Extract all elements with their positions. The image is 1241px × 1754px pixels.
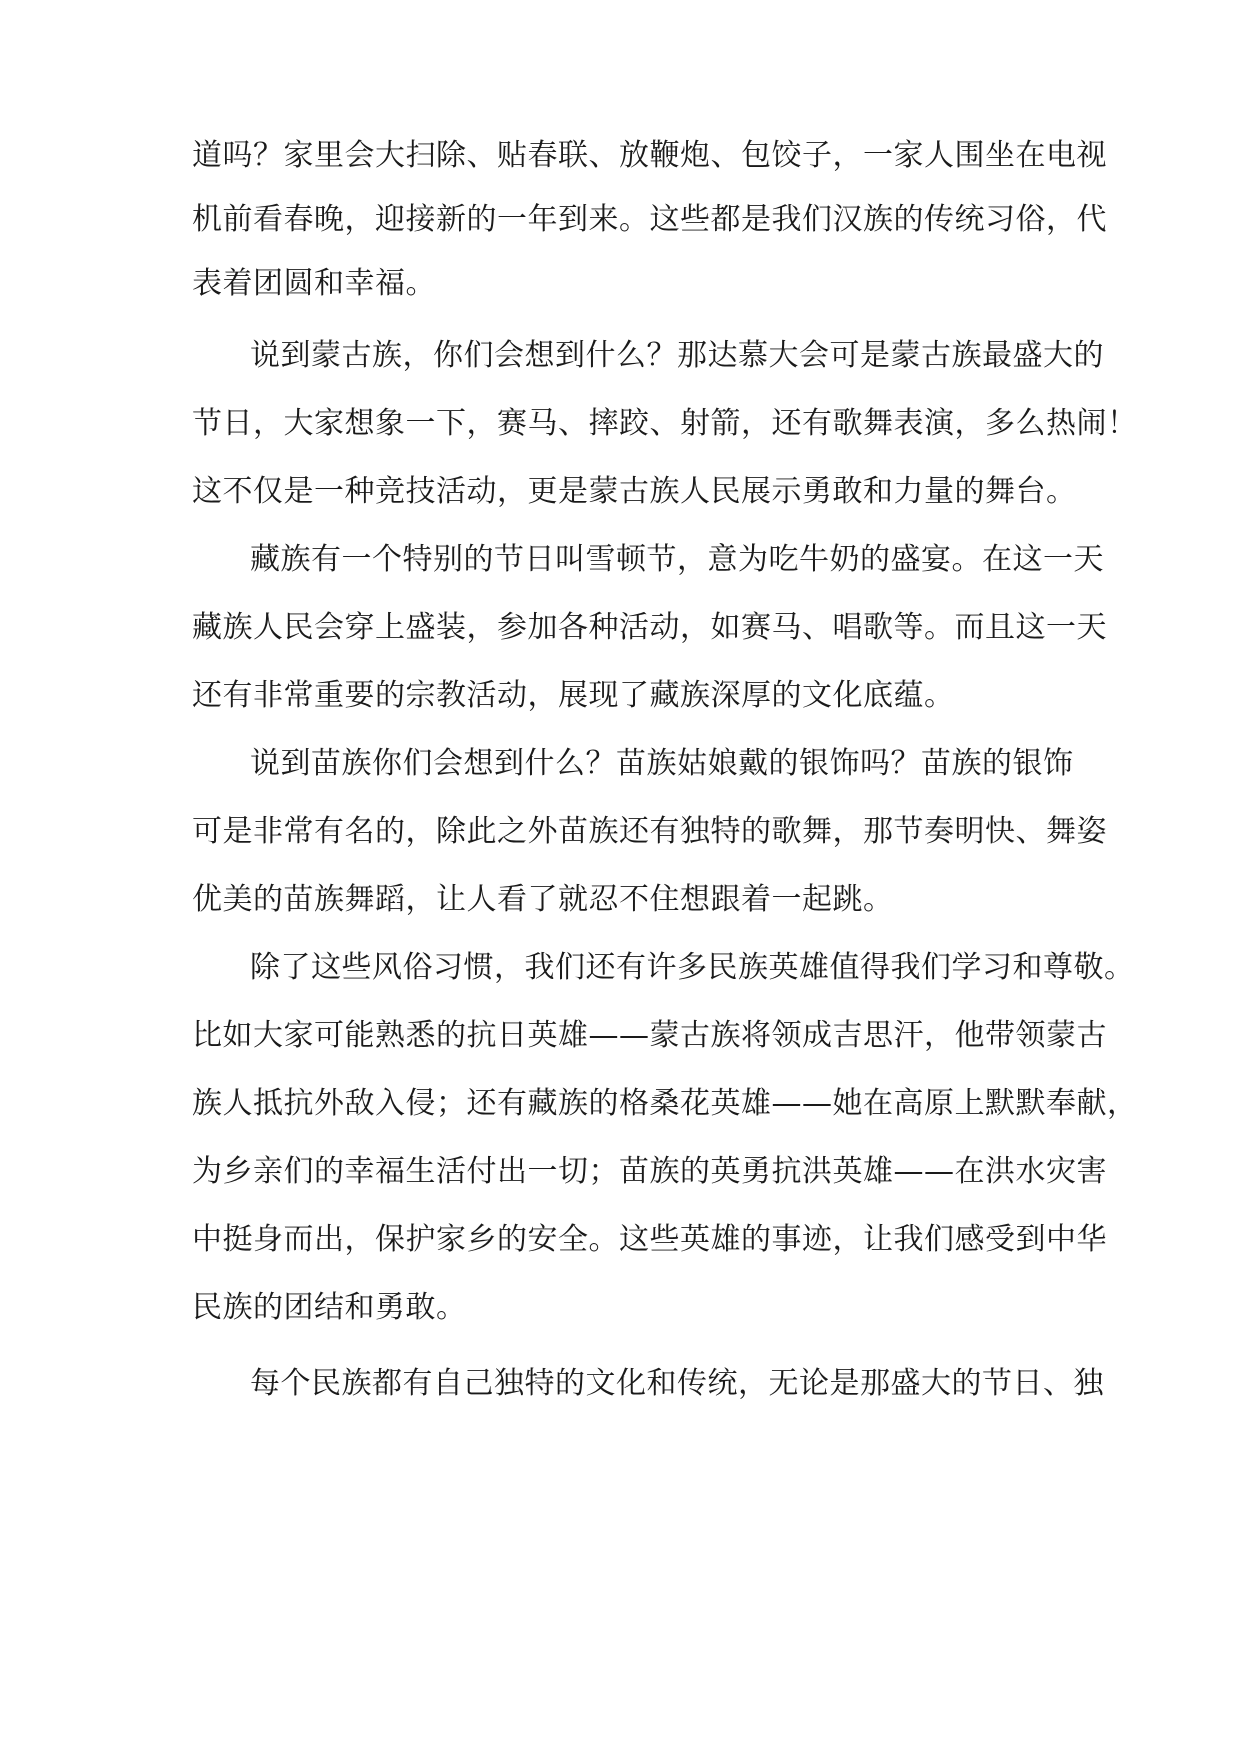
- paragraph-first-line: 说到苗族你们会想到什么？苗族姑娘戴的银饰吗？苗族的银饰: [250, 746, 1074, 781]
- text-line: 中挺身而出，保护家乡的安全。这些英雄的事迹，让我们感受到中华: [192, 1222, 1107, 1257]
- text-line: 为乡亲们的幸福生活付出一切；苗族的英勇抗洪英雄——在洪水灾害: [192, 1154, 1107, 1189]
- text-line: 节日，大家想象一下，赛马、摔跤、射箭，还有歌舞表演，多么热闹！: [192, 406, 1138, 441]
- text-line: 比如大家可能熟悉的抗日英雄——蒙古族将领成吉思汗，他带领蒙古: [192, 1018, 1107, 1053]
- paragraph-first-line: 每个民族都有自己独特的文化和传统，无论是那盛大的节日、独: [250, 1366, 1104, 1401]
- text-line: 藏族人民会穿上盛装，参加各种活动，如赛马、唱歌等。而且这一天: [192, 610, 1107, 645]
- text-line: 这不仅是一种竞技活动，更是蒙古族人民展示勇敢和力量的舞台。: [192, 474, 1077, 509]
- paragraph-first-line: 藏族有一个特别的节日叫雪顿节，意为吃牛奶的盛宴。在这一天: [250, 542, 1104, 577]
- text-line: 还有非常重要的宗教活动，展现了藏族深厚的文化底蕴。: [192, 678, 955, 713]
- text-line: 道吗？家里会大扫除、贴春联、放鞭炮、包饺子，一家人围坐在电视: [192, 138, 1107, 173]
- text-line: 族人抵抗外敌入侵；还有藏族的格桑花英雄——她在高原上默默奉献，: [192, 1086, 1138, 1121]
- paragraph-first-line: 说到蒙古族，你们会想到什么？那达慕大会可是蒙古族最盛大的: [250, 338, 1104, 373]
- paragraph-first-line: 除了这些风俗习惯，我们还有许多民族英雄值得我们学习和尊敬。: [250, 950, 1135, 985]
- text-line: 优美的苗族舞蹈，让人看了就忍不住想跟着一起跳。: [192, 882, 894, 917]
- text-line: 机前看春晚，迎接新的一年到来。这些都是我们汉族的传统习俗，代: [192, 202, 1107, 237]
- text-line: 可是非常有名的，除此之外苗族还有独特的歌舞，那节奏明快、舞姿: [192, 814, 1107, 849]
- text-line: 表着团圆和幸福。: [192, 266, 436, 301]
- text-line: 民族的团结和勇敢。: [192, 1290, 467, 1325]
